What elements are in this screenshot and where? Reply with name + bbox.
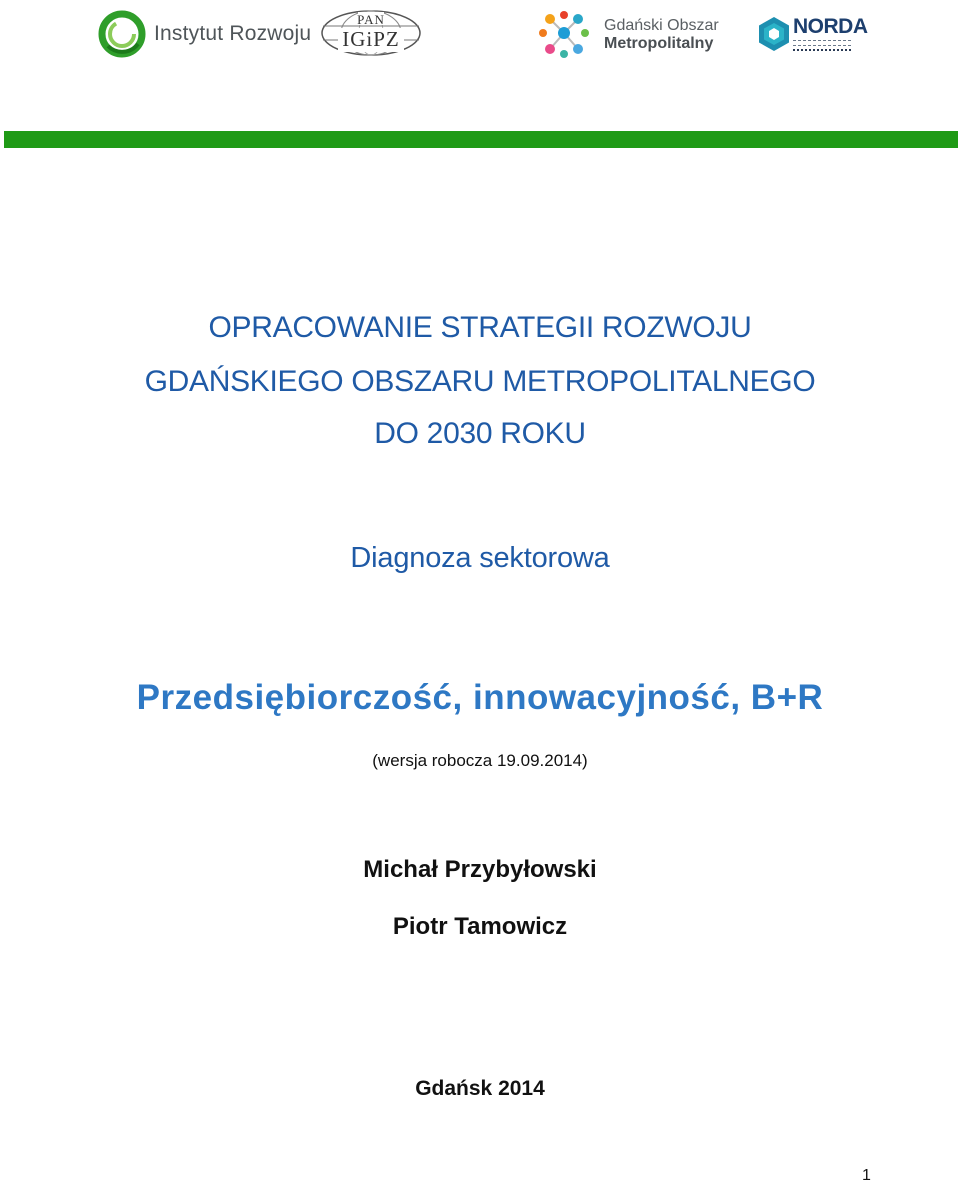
norda-fine-print [793, 40, 851, 46]
title-line-2: GDAŃSKIEGO OBSZARU METROPOLITALNEGO [144, 365, 816, 398]
document-subtitle: Diagnoza sektorowa [350, 542, 610, 574]
draft-version-note: (wersja robocza 19.09.2014) [372, 751, 588, 770]
partner-logos-header [0, 0, 960, 70]
norda-logo [758, 10, 868, 58]
pan-label: PAN [357, 12, 385, 27]
title-line-1: OPRACOWANIE STRATEGII ROZWOJU [208, 311, 752, 344]
place-and-year: Gdańsk 2014 [415, 1077, 545, 1100]
blue-hexagon-logo-icon [758, 16, 790, 52]
gom-name-line2: Metropolitalny [604, 35, 714, 52]
pan-igipz-logo [320, 9, 422, 57]
norda-fine-print-lower [793, 49, 851, 52]
author-1: Michał Przybyłowski [363, 856, 597, 883]
norda-wordmark: NORDA [793, 15, 868, 38]
gdanski-obszar-metropolitalny-logo [538, 9, 719, 61]
page-number: 1 [862, 1167, 871, 1184]
author-2: Piotr Tamowicz [392, 913, 568, 940]
green-divider-bar [4, 131, 958, 148]
igipz-label: IGiPZ [342, 27, 400, 51]
gom-name-line1: Gdański Obszar [604, 17, 719, 34]
title-line-3: DO 2030 ROKU [374, 417, 586, 450]
instytut-rozwoju-name: Instytut Rozwoju [154, 22, 312, 45]
instytut-rozwoju-logo [98, 10, 311, 58]
green-ring-logo-icon [98, 10, 146, 58]
colorful-network-logo-icon [538, 9, 590, 61]
document-topic: Przedsiębiorczość, innowacyjność, B+R [136, 678, 824, 717]
